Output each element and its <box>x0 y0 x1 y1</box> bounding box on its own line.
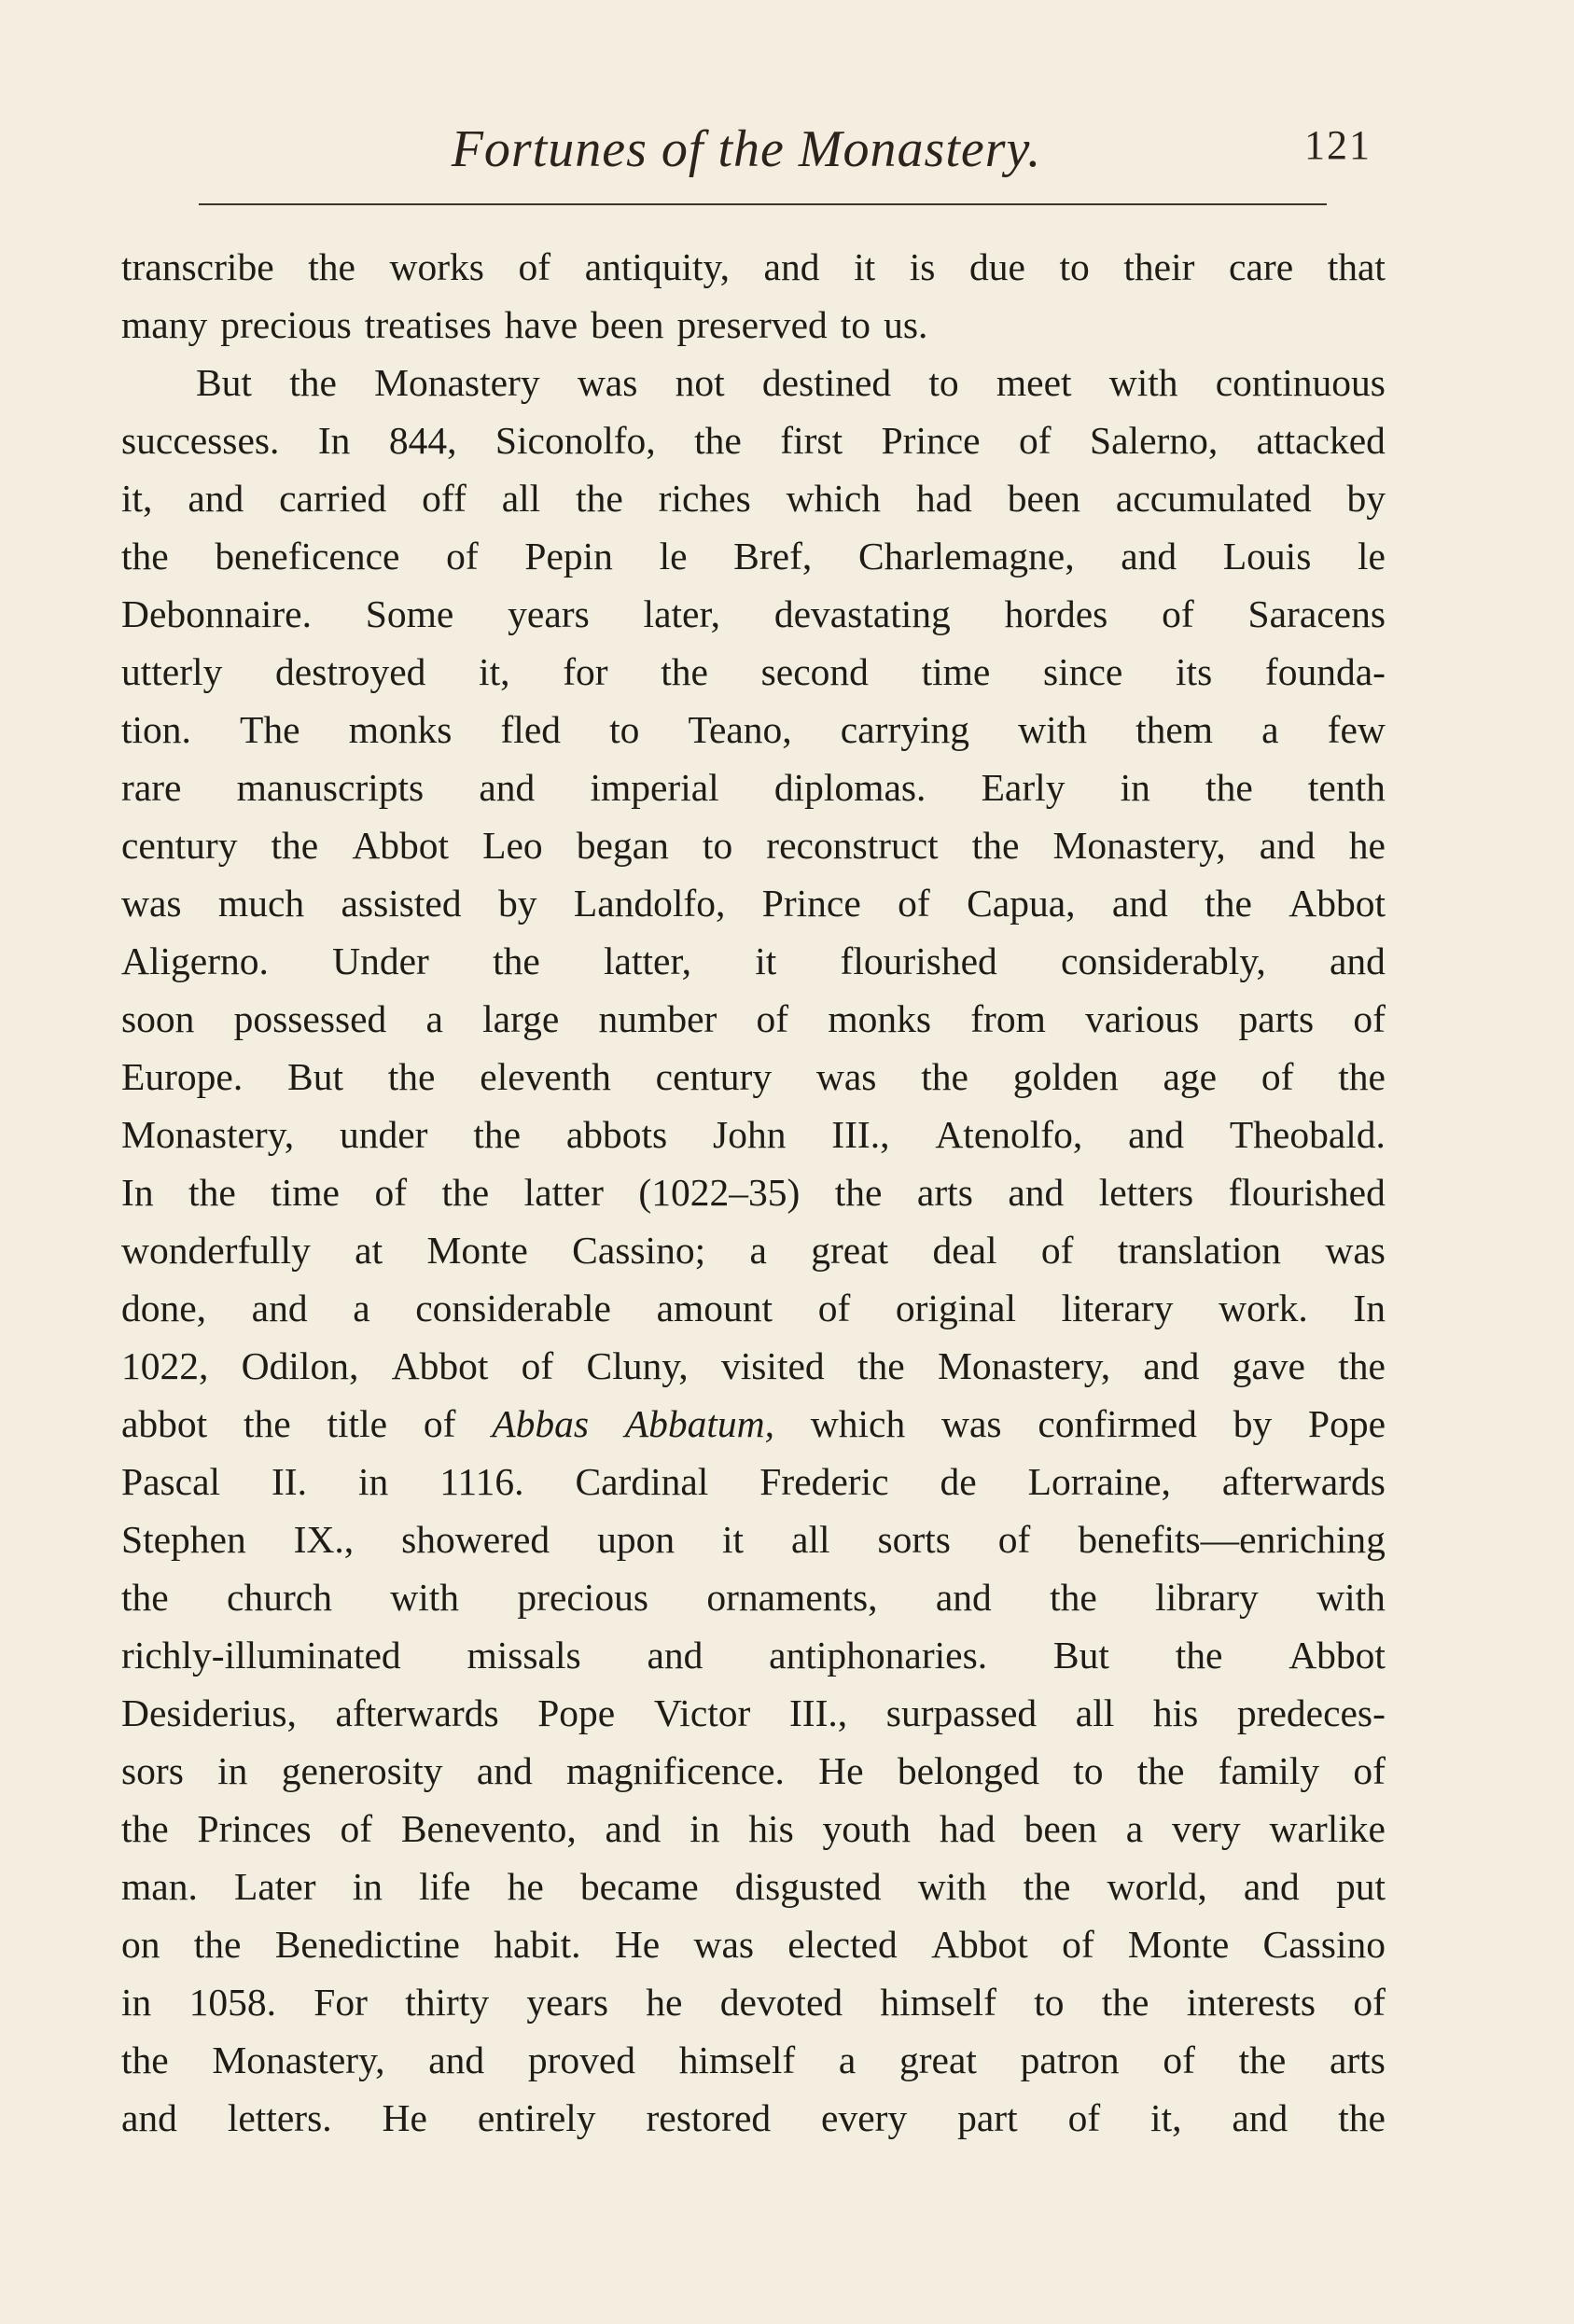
text-line: in 1058. For thirty years he devoted himself to the interests of <box>121 1981 1386 2024</box>
text-line: soon possessed a large number of monks from various parts of <box>121 997 1386 1040</box>
text-line: Aligerno. Under the latter, it flourished considerably, and <box>121 939 1386 982</box>
text-line: Europe. But the eleventh century was the golden age of the <box>121 1055 1386 1098</box>
header-rule <box>199 203 1327 205</box>
body-text <box>121 238 1386 2147</box>
text-line: man. Later in life he became disgusted with the world, and put <box>121 1865 1386 1908</box>
text-line: many precious treatises have been preserved to us. <box>121 303 928 346</box>
text-line: richly-illuminated missals and antiphonaries. But the Abbot <box>121 1634 1386 1677</box>
text-line: tion. The monks fled to Teano, carrying with them a few <box>121 708 1386 751</box>
text-line: In the time of the latter (1022–35) the arts and letters flourished <box>121 1171 1386 1214</box>
text-line: Debonnaire. Some years later, devastating hordes of Saracens <box>121 592 1386 635</box>
text-line: wonderfully at Monte Cassino; a great deal of translation was <box>121 1229 1386 1272</box>
text-line: Desiderius, afterwards Pope Victor III., surpassed all his predeces- <box>121 1691 1386 1734</box>
text-line: the beneficence of Pepin le Bref, Charlemagne, and Louis le <box>121 535 1386 578</box>
text-line: Pascal II. in 1116. Cardinal Frederic de Lorraine, afterwards <box>121 1460 1386 1503</box>
text-line: Monastery, under the abbots John III., Atenolfo, and Theobald. <box>121 1113 1386 1156</box>
text-line: 1022, Odilon, Abbot of Cluny, visited the Monastery, and gave the <box>121 1344 1386 1387</box>
text-line: rare manuscripts and imperial diplomas. Early in the tenth <box>121 766 1386 809</box>
text-line: abbot the title of Abbas Abbatum, which was confirmed by Pope <box>121 1402 1386 1445</box>
text-line: was much assisted by Landolfo, Prince of Capua, and the Abbot <box>121 882 1386 925</box>
text-line: done, and a considerable amount of original literary work. In <box>121 1287 1386 1329</box>
text-line: Stephen IX., showered upon it all sorts of benefits—enriching <box>121 1518 1386 1561</box>
text-line: But the Monastery was not destined to meet with continuous <box>196 361 1386 404</box>
text-line: transcribe the works of antiquity, and it is due to their care that <box>121 245 1386 288</box>
text-line: utterly destroyed it, for the second time since its founda- <box>121 650 1386 693</box>
text-line: on the Benedictine habit. He was elected Abbot of Monte Cassino <box>121 1923 1386 1966</box>
running-head <box>121 110 1372 185</box>
text-line: century the Abbot Leo began to reconstruct the Monastery, and he <box>121 824 1386 867</box>
running-title: Fortunes of the Monastery. <box>451 120 1042 178</box>
text-line: sors in generosity and magnificence. He belonged to the family of <box>121 1749 1386 1792</box>
text-line: the Monastery, and proved himself a great patron of the arts <box>121 2039 1386 2081</box>
text-line: the Princes of Benevento, and in his youth had been a very warlike <box>121 1807 1386 1850</box>
text-line: it, and carried off all the riches which had been accumulated by <box>121 477 1386 520</box>
text-line: and letters. He entirely restored every part of it, and the <box>121 2096 1386 2139</box>
text-line: successes. In 844, Siconolfo, the first Prince of Salerno, attacked <box>121 419 1386 462</box>
page-number: 121 <box>1304 122 1372 168</box>
text-line: the church with precious ornaments, and the library with <box>121 1576 1386 1619</box>
